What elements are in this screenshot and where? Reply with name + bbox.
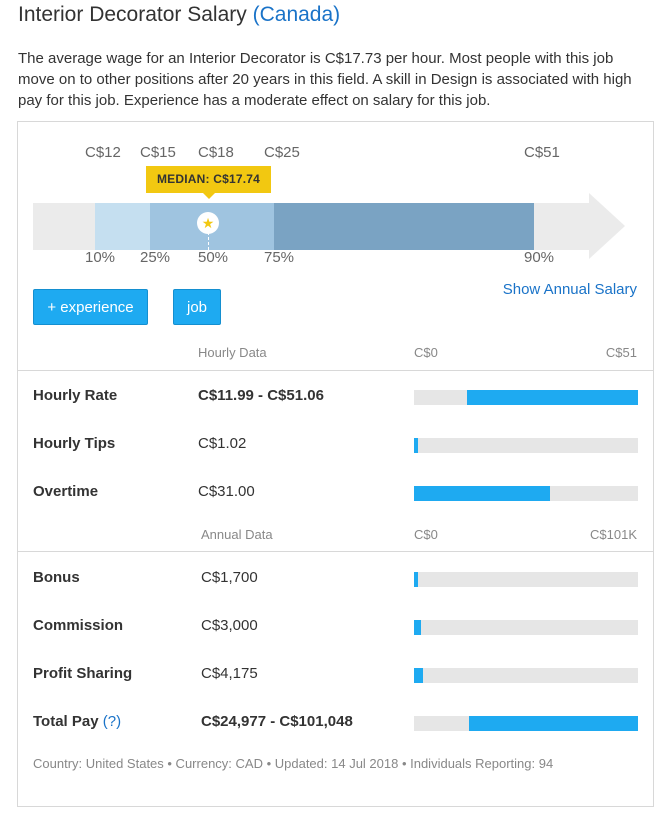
country-link[interactable]: (Canada) [252, 3, 341, 26]
annual-data-header: Annual Data [201, 527, 273, 542]
bonus-value: C$1,700 [201, 569, 258, 586]
title-text: Interior Decorator Salary [18, 3, 247, 26]
job-button[interactable]: job [173, 289, 221, 325]
hourly-tips-bar [414, 438, 638, 453]
hourly-rate-value: C$11.99 - C$51.06 [198, 387, 324, 404]
help-icon[interactable]: (?) [102, 713, 122, 730]
profit-sharing-label: Profit Sharing [33, 665, 133, 682]
bonus-bar-fill [414, 572, 418, 587]
salary-card [17, 121, 654, 807]
hourly-rate-bar [414, 390, 638, 405]
value-p75: C$25 [264, 144, 300, 161]
hourly-min-label: C$0 [414, 345, 438, 360]
median-tag: MEDIAN: C$17.74 [146, 166, 271, 193]
commission-bar [414, 620, 638, 635]
experience-button[interactable]: + experience [33, 289, 148, 325]
pct-label-75: 75% [264, 249, 295, 266]
median-line [208, 232, 209, 250]
value-p10: C$12 [85, 144, 121, 161]
annual-max-label: C$101K [590, 527, 637, 542]
hourly-rate-bar-fill [467, 390, 638, 405]
hourly-tips-value: C$1.02 [198, 435, 247, 452]
value-p25: C$15 [140, 144, 176, 161]
footer-meta: Country: United States • Currency: CAD • Updated: 14 Jul 2018 • Individuals Reporting: 94 [33, 756, 554, 771]
value-p50: C$18 [198, 144, 234, 161]
range-75-90 [274, 203, 534, 250]
pct-label-50: 50% [198, 249, 229, 266]
page-title [18, 3, 340, 27]
overtime-bar [414, 486, 638, 501]
range-10-25 [95, 203, 150, 250]
pct-label-10: 10% [85, 249, 116, 266]
show-annual-salary-link[interactable]: Show Annual Salary [502, 281, 637, 298]
profit-sharing-bar-fill [414, 668, 423, 683]
hourly-divider [18, 370, 653, 371]
profit-sharing-value: C$4,175 [201, 665, 258, 682]
bonus-bar [414, 572, 638, 587]
arrow-head-icon [589, 193, 625, 259]
total-pay-label [33, 713, 121, 730]
total-pay-bar-fill [469, 716, 638, 731]
intro-text: The average wage for an Interior Decorator is C$17.73 per hour. Most people with this job move on to other positions after 20 years in this field. A skill in Design is associated with high pay for this job. Experience has a moderate effect on salary for this job. [18, 50, 632, 109]
total-pay-label-text: Total Pay [33, 713, 99, 730]
pct-label-25: 25% [140, 249, 171, 266]
star-icon: ★ [197, 212, 219, 234]
commission-label: Commission [33, 617, 124, 634]
hourly-tips-label: Hourly Tips [33, 435, 116, 452]
hourly-data-header: Hourly Data [198, 345, 267, 360]
hourly-rate-label: Hourly Rate [33, 387, 118, 404]
pct-label-90: 90% [524, 249, 555, 266]
commission-value: C$3,000 [201, 617, 258, 634]
annual-min-label: C$0 [414, 527, 438, 542]
value-p90: C$51 [524, 144, 560, 161]
hourly-tips-bar-fill [414, 438, 418, 453]
commission-bar-fill [414, 620, 421, 635]
total-pay-bar [414, 716, 638, 731]
overtime-bar-fill [414, 486, 550, 501]
overtime-label: Overtime [33, 483, 99, 500]
bonus-label: Bonus [33, 569, 80, 586]
overtime-value: C$31.00 [198, 483, 255, 500]
total-pay-value: C$24,977 - C$101,048 [201, 713, 353, 730]
hourly-max-label: C$51 [605, 345, 637, 360]
annual-divider [18, 551, 653, 552]
profit-sharing-bar [414, 668, 638, 683]
